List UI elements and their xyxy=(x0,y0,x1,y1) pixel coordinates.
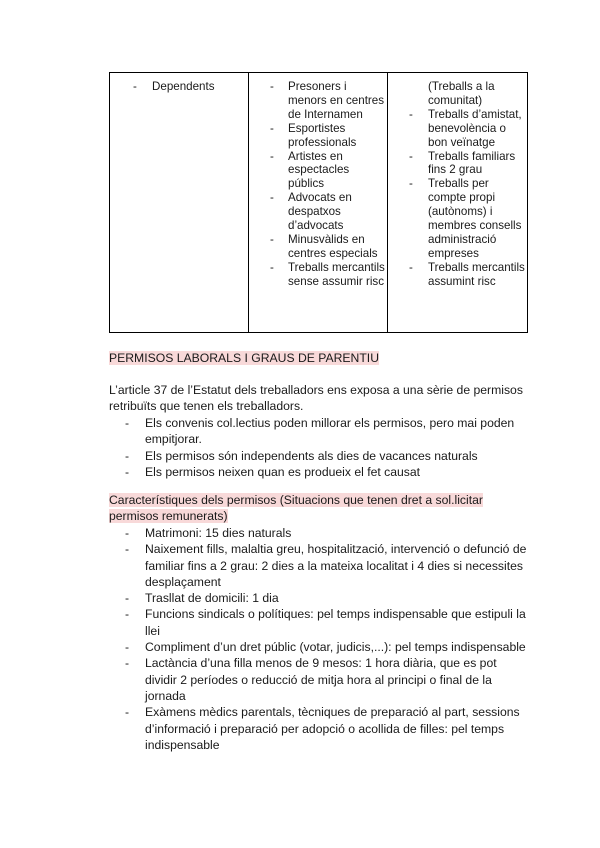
list-item: - Treballs d’amistat, benevolència o bon veïnatge xyxy=(409,107,522,149)
table-column-1 xyxy=(110,73,249,332)
permisos-types-list xyxy=(109,525,529,753)
list-item: - Els permisos són independents als dies de vacances naturals xyxy=(125,448,478,463)
permisos-notes-list xyxy=(109,415,529,480)
list-item: - Treballs familiars fins 2 grau xyxy=(409,149,516,177)
list-item: - Trasllat de domicili: 1 dia xyxy=(125,591,279,606)
list-item: - Matrimoni: 15 dies naturals xyxy=(125,526,292,540)
intro-paragraph: L’article 37 de l’Estatut dels treballadors ens exposa a una sèrie de permisos retribuïts que tenen els treballadors. xyxy=(109,383,523,414)
list-item: - Treballs mercantils sense assumir risc xyxy=(270,260,385,288)
list-item: - Advocats en despatxos d’advocats xyxy=(270,191,352,233)
list-item: - Els permisos neixen quan es produeix el fet causat xyxy=(125,464,421,479)
list-item: - Els convenis col.lectius poden millorar els permisos, pero mai poden empitjorar. xyxy=(125,416,515,447)
list-item: - Treballs mercantils assumint risc xyxy=(409,260,525,288)
list-item: - Naixement fills, malaltia greu, hospitalització, intervenció o defunció de familiar fins a 2 grau: 2 dies a la mateixa localitat i 4 dies si necessites desplaçament xyxy=(125,542,527,589)
list-item: - Artistes en espectacles públics xyxy=(270,149,350,191)
list-item: - Exàmens mèdics parentals, tècniques de preparació al part, sessions d’informació i preparació per adopció o acollida de filles: pel temps indispensable xyxy=(125,705,520,752)
list-item: - Dependents xyxy=(133,80,215,93)
worker-types-table xyxy=(109,72,528,333)
list-item: - Treballs per compte propi (autònoms) i membres consells administració empreses xyxy=(409,177,522,260)
continuation-text: (Treballs a la comunitat) xyxy=(428,80,495,107)
list-item: - Minusvàlids en centres especials xyxy=(270,232,378,260)
list-item: - Compliment d’un dret públic (votar, judicis,...): pel temps indispensable xyxy=(125,640,526,655)
list-item: - Lactància d’una filla menos de 9 mesos: 1 hora diària, que es pot dividir 2 períodes o reducció de mitja hora al principi o final de la jornada xyxy=(125,656,497,703)
list-item: - Presoners i menors en centres de Internamen xyxy=(270,80,385,121)
list-item: - Esportistes professionals xyxy=(270,121,357,149)
section-heading-permisos: PERMISOS LABORALS I GRAUS DE PARENTIU xyxy=(109,351,379,365)
list-item: - Funcions sindicals o polítiques: pel temps indispensable que estipuli la llei xyxy=(125,607,526,638)
section-heading-caracteristiques: Característiques dels permisos (Situacions que tenen dret a sol.licitar permisos remunerats) xyxy=(109,493,483,524)
table-column-3 xyxy=(388,73,527,332)
table-column-2 xyxy=(249,73,388,332)
